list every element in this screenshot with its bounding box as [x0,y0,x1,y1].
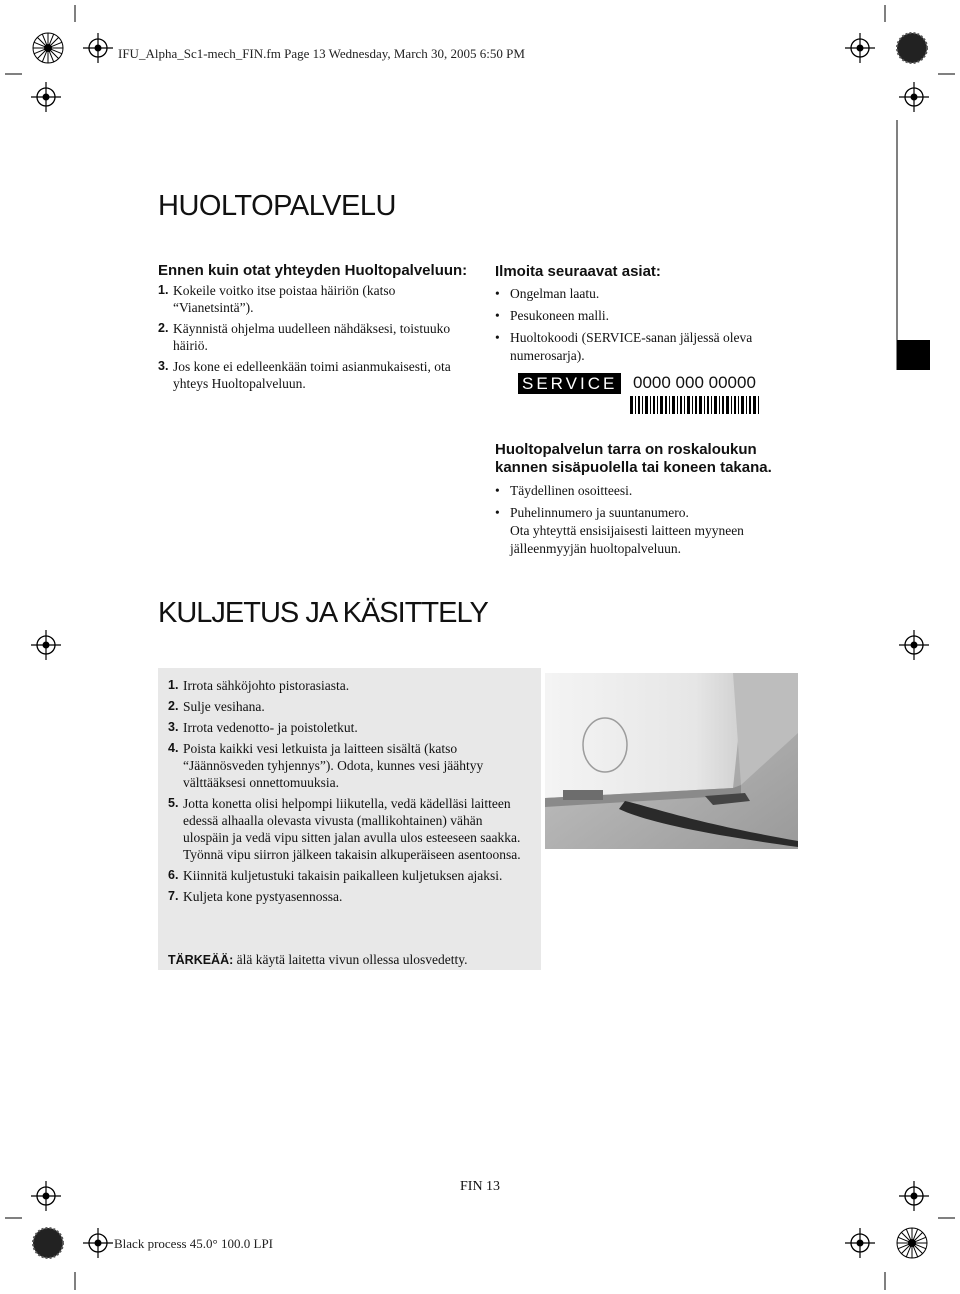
machine-lever-photo [545,673,798,849]
sticker-list [495,482,795,522]
service-label-word: SERVICE [518,373,621,394]
list-item: 2. Sulje vesihana. [168,699,265,714]
transport-steps [168,677,528,909]
list-item: 3. Jos kone ei edelleenkään toimi asianmukaisesti, ota yhteys Huoltopalveluun. [158,359,451,391]
list-item: 3. Irrota vedenotto- ja poistoletkut. [168,720,358,735]
list-item: 7. Kuljeta kone pystyasennossa. [168,889,343,904]
report-section [495,263,785,369]
important-text: älä käytä laitetta vivun ollessa ulosvedetty. [236,952,468,967]
print-footer: Black process 45.0° 100.0 LPI [114,1236,274,1251]
report-list [495,285,785,365]
before-contact-steps [158,282,478,392]
barcode-icon [630,396,760,414]
transport-panel [158,668,541,970]
before-contact-section [158,262,478,396]
list-item: 4. Poista kaikki vesi letkuista ja laitteen sisältä (katso “Jäännösveden tyhjennys”). Odota, kunnes vesi jäähtyy välttääksesi onnettomuuksia. [168,741,484,790]
sticker-heading: Huoltopalvelun tarra on roskaloukun kannen sisäpuolella tai koneen takana. [495,441,772,476]
contact-note: Ota yhteyttä ensisijaisesti laitteen myyneen jälleenmyyjän huoltopalveluun. [510,523,744,556]
list-item: • Puhelinnumero ja suuntanumero. [495,505,689,520]
sticker-section [495,441,795,558]
list-item: 2. Käynnistä ohjelma uudelleen nähdäksesi, toistuuko häiriö. [158,321,451,353]
list-item: • Pesukoneen malli. [495,308,609,323]
list-item: • Täydellinen osoitteesi. [495,483,633,498]
important-note [168,951,538,969]
service-label-code: 0000 000 00000 [633,373,756,392]
list-item: 1. Irrota sähköjohto pistorasiasta. [168,678,350,693]
list-item: 5. Jotta konetta olisi helpompi liikutella, vedä kädelläsi laitteen edessä alhaalla olevasta vivusta (mallikohtainen) vähän ulospäin ja vedä vipu sitten jalan avulla ulos esteeseen saakka. Työnnä vipu siirron jälkeen takaisin alkuperäiseen asentoonsa. [168,796,521,862]
page-number: FIN 13 [460,1179,501,1194]
report-heading: Ilmoita seuraavat asiat: [495,263,661,280]
list-item: 6. Kiinnitä kuljetustuki takaisin paikalleen kuljetuksen ajaksi. [168,868,503,883]
important-label: TÄRKEÄÄ: [168,953,234,967]
transport-title: KULJETUS JA KÄSITTELY [158,597,488,629]
list-item: • Ongelman laatu. [495,286,600,301]
before-contact-heading: Ennen kuin otat yhteyden Huoltopalveluun: [158,262,468,279]
service-title: HUOLTOPALVELU [158,190,396,222]
list-item: • Huoltokoodi (SERVICE-sanan jäljessä oleva numerosarja). [495,330,753,363]
list-item: 1. Kokeile voitko itse poistaa häiriön (katso “Vianetsintä”). [158,283,396,315]
print-header: IFU_Alpha_Sc1-mech_FIN.fm Page 13 Wednesday, March 30, 2005 6:50 PM [118,46,525,61]
